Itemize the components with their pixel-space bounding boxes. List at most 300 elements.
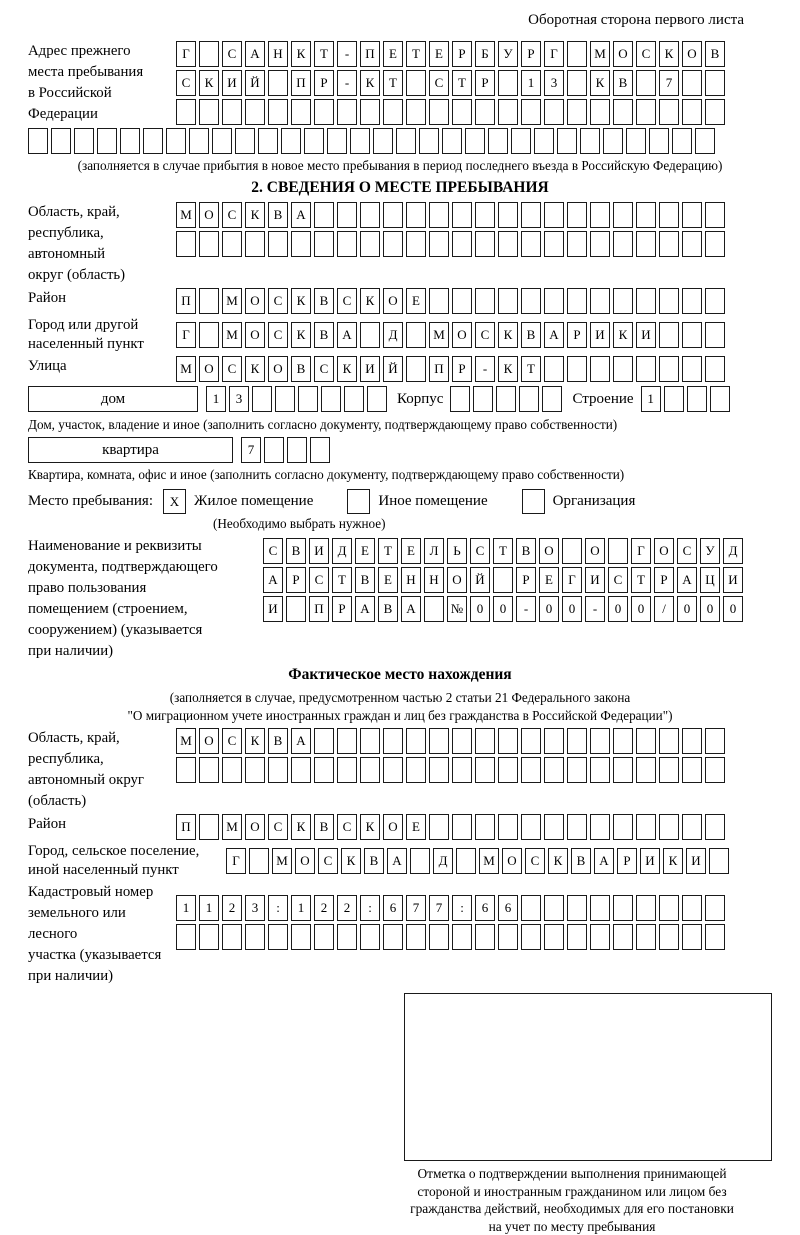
char-box[interactable] [410, 848, 430, 874]
char-box[interactable] [452, 202, 472, 228]
char-box[interactable]: Н [424, 567, 444, 593]
char-box[interactable]: А [263, 567, 283, 593]
char-box[interactable] [120, 128, 140, 154]
char-box[interactable] [199, 322, 219, 348]
char-box[interactable] [373, 128, 393, 154]
char-box[interactable]: С [525, 848, 545, 874]
char-box[interactable]: Г [176, 41, 196, 67]
char-box[interactable]: О [502, 848, 522, 874]
char-box[interactable] [199, 231, 219, 257]
char-box[interactable] [235, 128, 255, 154]
char-box[interactable] [51, 128, 71, 154]
char-box[interactable]: 1 [521, 70, 541, 96]
char-box[interactable] [682, 202, 702, 228]
char-box[interactable] [337, 924, 357, 950]
char-box[interactable] [291, 99, 311, 125]
char-box[interactable]: Г [631, 538, 651, 564]
char-box[interactable] [636, 288, 656, 314]
char-box[interactable]: Д [433, 848, 453, 874]
char-box[interactable]: 1 [641, 386, 661, 412]
char-box[interactable]: : [360, 895, 380, 921]
char-box[interactable]: И [263, 596, 283, 622]
char-box[interactable] [705, 814, 725, 840]
char-box[interactable]: № [447, 596, 467, 622]
char-box[interactable] [590, 728, 610, 754]
char-box[interactable] [659, 757, 679, 783]
char-box[interactable] [419, 128, 439, 154]
char-box[interactable]: - [337, 70, 357, 96]
char-box[interactable]: О [654, 538, 674, 564]
char-box[interactable] [258, 128, 278, 154]
char-box[interactable] [199, 99, 219, 125]
char-box[interactable] [580, 128, 600, 154]
char-box[interactable] [360, 924, 380, 950]
region-row-2[interactable] [176, 231, 725, 257]
char-box[interactable] [613, 99, 633, 125]
char-box[interactable] [534, 128, 554, 154]
char-box[interactable]: 1 [176, 895, 196, 921]
document-row-2[interactable] [263, 567, 743, 593]
char-box[interactable] [682, 288, 702, 314]
char-box[interactable]: В [364, 848, 384, 874]
char-box[interactable] [659, 728, 679, 754]
char-box[interactable]: У [700, 538, 720, 564]
char-box[interactable] [636, 70, 656, 96]
char-box[interactable]: А [677, 567, 697, 593]
char-box[interactable]: Г [544, 41, 564, 67]
char-box[interactable]: Е [539, 567, 559, 593]
char-box[interactable] [562, 538, 582, 564]
char-box[interactable]: П [360, 41, 380, 67]
char-box[interactable] [636, 202, 656, 228]
char-box[interactable]: М [590, 41, 610, 67]
char-box[interactable] [429, 202, 449, 228]
char-box[interactable] [682, 895, 702, 921]
char-box[interactable]: М [222, 288, 242, 314]
char-box[interactable] [659, 814, 679, 840]
char-box[interactable]: В [516, 538, 536, 564]
char-box[interactable]: В [314, 288, 334, 314]
char-box[interactable]: О [268, 356, 288, 382]
char-box[interactable]: О [447, 567, 467, 593]
char-box[interactable]: Е [406, 814, 426, 840]
char-box[interactable] [452, 814, 472, 840]
char-box[interactable]: Е [429, 41, 449, 67]
char-box[interactable]: О [452, 322, 472, 348]
char-box[interactable] [406, 728, 426, 754]
char-box[interactable] [337, 202, 357, 228]
char-box[interactable] [498, 288, 518, 314]
char-box[interactable] [608, 538, 628, 564]
char-box[interactable] [298, 386, 318, 412]
char-box[interactable] [613, 288, 633, 314]
char-box[interactable] [383, 202, 403, 228]
char-box[interactable]: С [318, 848, 338, 874]
char-box[interactable] [176, 757, 196, 783]
char-box[interactable] [590, 757, 610, 783]
char-box[interactable]: А [544, 322, 564, 348]
char-box[interactable] [659, 895, 679, 921]
char-box[interactable]: П [176, 814, 196, 840]
char-box[interactable] [682, 99, 702, 125]
char-box[interactable]: И [686, 848, 706, 874]
char-box[interactable]: В [613, 70, 633, 96]
char-box[interactable]: 0 [539, 596, 559, 622]
char-box[interactable] [350, 128, 370, 154]
char-box[interactable] [360, 728, 380, 754]
char-box[interactable] [613, 814, 633, 840]
char-box[interactable]: С [222, 202, 242, 228]
char-box[interactable]: 0 [723, 596, 743, 622]
char-box[interactable]: К [659, 41, 679, 67]
char-box[interactable]: Р [516, 567, 536, 593]
char-box[interactable] [613, 728, 633, 754]
char-box[interactable] [314, 757, 334, 783]
char-box[interactable] [636, 924, 656, 950]
char-box[interactable] [498, 814, 518, 840]
char-box[interactable]: М [176, 356, 196, 382]
char-box[interactable]: - [516, 596, 536, 622]
char-box[interactable]: Й [470, 567, 490, 593]
char-box[interactable] [544, 231, 564, 257]
char-box[interactable] [473, 386, 493, 412]
char-box[interactable] [222, 924, 242, 950]
char-box[interactable] [567, 288, 587, 314]
char-box[interactable] [705, 288, 725, 314]
char-box[interactable] [327, 128, 347, 154]
char-box[interactable] [498, 231, 518, 257]
char-box[interactable]: Р [314, 70, 334, 96]
char-box[interactable]: О [199, 356, 219, 382]
char-box[interactable]: П [309, 596, 329, 622]
char-box[interactable] [567, 202, 587, 228]
char-box[interactable]: К [199, 70, 219, 96]
char-box[interactable] [383, 924, 403, 950]
char-box[interactable] [245, 231, 265, 257]
char-box[interactable]: К [245, 356, 265, 382]
char-box[interactable]: С [470, 538, 490, 564]
char-box[interactable] [672, 128, 692, 154]
char-box[interactable]: 0 [608, 596, 628, 622]
char-box[interactable]: О [199, 202, 219, 228]
char-box[interactable] [465, 128, 485, 154]
char-box[interactable]: К [360, 70, 380, 96]
char-box[interactable]: И [640, 848, 660, 874]
char-box[interactable] [682, 814, 702, 840]
prev-address-row-2[interactable] [176, 70, 725, 96]
char-box[interactable]: С [337, 288, 357, 314]
char-box[interactable] [649, 128, 669, 154]
char-box[interactable] [452, 231, 472, 257]
char-box[interactable] [406, 99, 426, 125]
char-box[interactable]: Т [452, 70, 472, 96]
char-box[interactable] [450, 386, 470, 412]
char-box[interactable]: Р [452, 356, 472, 382]
char-box[interactable] [287, 437, 307, 463]
char-box[interactable] [613, 895, 633, 921]
char-box[interactable] [291, 924, 311, 950]
char-box[interactable] [475, 757, 495, 783]
char-box[interactable]: У [498, 41, 518, 67]
char-box[interactable]: Т [406, 41, 426, 67]
korpus-grid[interactable] [450, 386, 562, 412]
char-box[interactable] [567, 99, 587, 125]
char-box[interactable] [544, 288, 564, 314]
char-box[interactable]: - [475, 356, 495, 382]
char-box[interactable]: М [272, 848, 292, 874]
char-box[interactable] [406, 70, 426, 96]
char-box[interactable]: О [383, 288, 403, 314]
char-box[interactable]: В [291, 356, 311, 382]
char-box[interactable] [705, 231, 725, 257]
char-box[interactable]: О [539, 538, 559, 564]
char-box[interactable]: 7 [429, 895, 449, 921]
char-box[interactable] [199, 41, 219, 67]
char-box[interactable] [705, 757, 725, 783]
char-box[interactable] [212, 128, 232, 154]
prev-address-row-3[interactable] [176, 99, 725, 125]
char-box[interactable] [222, 231, 242, 257]
char-box[interactable] [636, 99, 656, 125]
char-box[interactable] [429, 757, 449, 783]
char-box[interactable] [664, 386, 684, 412]
char-box[interactable] [613, 757, 633, 783]
char-box[interactable]: И [222, 70, 242, 96]
char-box[interactable]: В [355, 567, 375, 593]
char-box[interactable]: К [360, 288, 380, 314]
char-box[interactable] [475, 728, 495, 754]
char-box[interactable] [613, 356, 633, 382]
char-box[interactable] [360, 231, 380, 257]
char-box[interactable] [682, 924, 702, 950]
char-box[interactable]: С [636, 41, 656, 67]
char-box[interactable] [268, 924, 288, 950]
char-box[interactable]: Е [383, 41, 403, 67]
char-box[interactable]: О [245, 814, 265, 840]
char-box[interactable] [452, 924, 472, 950]
char-box[interactable] [314, 924, 334, 950]
char-box[interactable]: 2 [314, 895, 334, 921]
apartment-grid[interactable] [241, 437, 330, 463]
char-box[interactable]: Т [314, 41, 334, 67]
char-box[interactable]: 1 [199, 895, 219, 921]
char-box[interactable]: С [475, 322, 495, 348]
char-box[interactable]: Й [383, 356, 403, 382]
char-box[interactable] [567, 814, 587, 840]
char-box[interactable] [567, 356, 587, 382]
char-box[interactable] [337, 99, 357, 125]
char-box[interactable] [406, 356, 426, 382]
char-box[interactable]: 2 [222, 895, 242, 921]
char-box[interactable]: 3 [229, 386, 249, 412]
char-box[interactable] [166, 128, 186, 154]
char-box[interactable]: 0 [700, 596, 720, 622]
char-box[interactable] [268, 231, 288, 257]
char-box[interactable] [613, 924, 633, 950]
char-box[interactable]: 7 [659, 70, 679, 96]
char-box[interactable] [488, 128, 508, 154]
region-row-1[interactable] [176, 202, 725, 228]
char-box[interactable] [705, 895, 725, 921]
char-box[interactable]: О [245, 322, 265, 348]
char-box[interactable]: К [360, 814, 380, 840]
char-box[interactable] [521, 231, 541, 257]
char-box[interactable] [456, 848, 476, 874]
char-box[interactable] [636, 814, 656, 840]
char-box[interactable] [567, 757, 587, 783]
char-box[interactable]: 0 [631, 596, 651, 622]
char-box[interactable] [199, 814, 219, 840]
char-box[interactable]: С [263, 538, 283, 564]
char-box[interactable]: К [245, 728, 265, 754]
char-box[interactable]: А [594, 848, 614, 874]
char-box[interactable] [452, 757, 472, 783]
char-box[interactable] [268, 99, 288, 125]
char-box[interactable] [567, 231, 587, 257]
char-box[interactable] [544, 356, 564, 382]
char-box[interactable]: Ь [447, 538, 467, 564]
char-box[interactable] [682, 728, 702, 754]
char-box[interactable]: И [723, 567, 743, 593]
char-box[interactable] [636, 895, 656, 921]
char-box[interactable] [636, 231, 656, 257]
char-box[interactable] [659, 202, 679, 228]
char-box[interactable] [314, 728, 334, 754]
char-box[interactable] [498, 99, 518, 125]
char-box[interactable] [590, 288, 610, 314]
char-box[interactable] [245, 924, 265, 950]
char-box[interactable]: С [677, 538, 697, 564]
char-box[interactable] [199, 924, 219, 950]
char-box[interactable] [705, 728, 725, 754]
char-box[interactable]: / [654, 596, 674, 622]
char-box[interactable] [406, 202, 426, 228]
char-box[interactable] [143, 128, 163, 154]
char-box[interactable] [367, 386, 387, 412]
char-box[interactable]: Р [332, 596, 352, 622]
char-box[interactable]: Т [631, 567, 651, 593]
char-box[interactable] [475, 231, 495, 257]
char-box[interactable] [519, 386, 539, 412]
char-box[interactable] [406, 757, 426, 783]
char-box[interactable] [429, 231, 449, 257]
document-row-1[interactable] [263, 538, 743, 564]
char-box[interactable] [705, 356, 725, 382]
street-row[interactable] [176, 356, 725, 382]
actual-region-row-1[interactable] [176, 728, 725, 754]
char-box[interactable] [475, 202, 495, 228]
char-box[interactable]: И [636, 322, 656, 348]
char-box[interactable] [245, 99, 265, 125]
char-box[interactable] [590, 356, 610, 382]
char-box[interactable] [521, 99, 541, 125]
char-box[interactable] [705, 202, 725, 228]
char-box[interactable]: С [268, 288, 288, 314]
char-box[interactable] [636, 728, 656, 754]
char-box[interactable] [705, 70, 725, 96]
char-box[interactable] [659, 924, 679, 950]
char-box[interactable] [567, 895, 587, 921]
char-box[interactable] [281, 128, 301, 154]
char-box[interactable] [521, 202, 541, 228]
city-row[interactable] [176, 322, 725, 348]
char-box[interactable]: Р [617, 848, 637, 874]
char-box[interactable]: К [291, 288, 311, 314]
char-box[interactable]: - [337, 41, 357, 67]
char-box[interactable] [429, 924, 449, 950]
char-box[interactable] [521, 895, 541, 921]
char-box[interactable] [291, 757, 311, 783]
char-box[interactable] [383, 757, 403, 783]
char-box[interactable] [557, 128, 577, 154]
char-box[interactable]: Г [176, 322, 196, 348]
char-box[interactable] [705, 322, 725, 348]
char-box[interactable]: 1 [206, 386, 226, 412]
district-row[interactable] [176, 288, 725, 314]
char-box[interactable] [360, 202, 380, 228]
char-box[interactable]: 6 [498, 895, 518, 921]
char-box[interactable] [475, 924, 495, 950]
char-box[interactable] [544, 814, 564, 840]
char-box[interactable] [544, 924, 564, 950]
char-box[interactable]: В [378, 596, 398, 622]
char-box[interactable] [521, 728, 541, 754]
char-box[interactable] [603, 128, 623, 154]
char-box[interactable] [613, 231, 633, 257]
char-box[interactable]: А [355, 596, 375, 622]
char-box[interactable]: К [548, 848, 568, 874]
char-box[interactable]: К [663, 848, 683, 874]
char-box[interactable] [275, 386, 295, 412]
char-box[interactable] [406, 231, 426, 257]
char-box[interactable] [659, 288, 679, 314]
char-box[interactable]: Д [383, 322, 403, 348]
char-box[interactable]: : [268, 895, 288, 921]
char-box[interactable]: Н [401, 567, 421, 593]
char-box[interactable]: П [429, 356, 449, 382]
char-box[interactable] [314, 202, 334, 228]
prev-address-row-1[interactable] [176, 41, 725, 67]
char-box[interactable]: И [585, 567, 605, 593]
char-box[interactable] [521, 814, 541, 840]
char-box[interactable] [567, 70, 587, 96]
char-box[interactable] [636, 757, 656, 783]
char-box[interactable]: О [383, 814, 403, 840]
char-box[interactable] [452, 99, 472, 125]
char-box[interactable] [360, 757, 380, 783]
char-box[interactable] [304, 128, 324, 154]
char-box[interactable] [337, 757, 357, 783]
char-box[interactable]: И [360, 356, 380, 382]
char-box[interactable]: О [199, 728, 219, 754]
char-box[interactable] [360, 99, 380, 125]
char-box[interactable]: О [682, 41, 702, 67]
char-box[interactable]: А [291, 202, 311, 228]
char-box[interactable]: Н [268, 41, 288, 67]
cadastral-row-2[interactable] [176, 924, 725, 950]
char-box[interactable]: 0 [470, 596, 490, 622]
char-box[interactable]: С [429, 70, 449, 96]
char-box[interactable] [498, 728, 518, 754]
char-box[interactable]: С [222, 356, 242, 382]
char-box[interactable] [314, 231, 334, 257]
char-box[interactable] [344, 386, 364, 412]
char-box[interactable] [567, 41, 587, 67]
char-box[interactable] [189, 128, 209, 154]
char-box[interactable]: П [176, 288, 196, 314]
char-box[interactable]: К [613, 322, 633, 348]
char-box[interactable]: Р [521, 41, 541, 67]
